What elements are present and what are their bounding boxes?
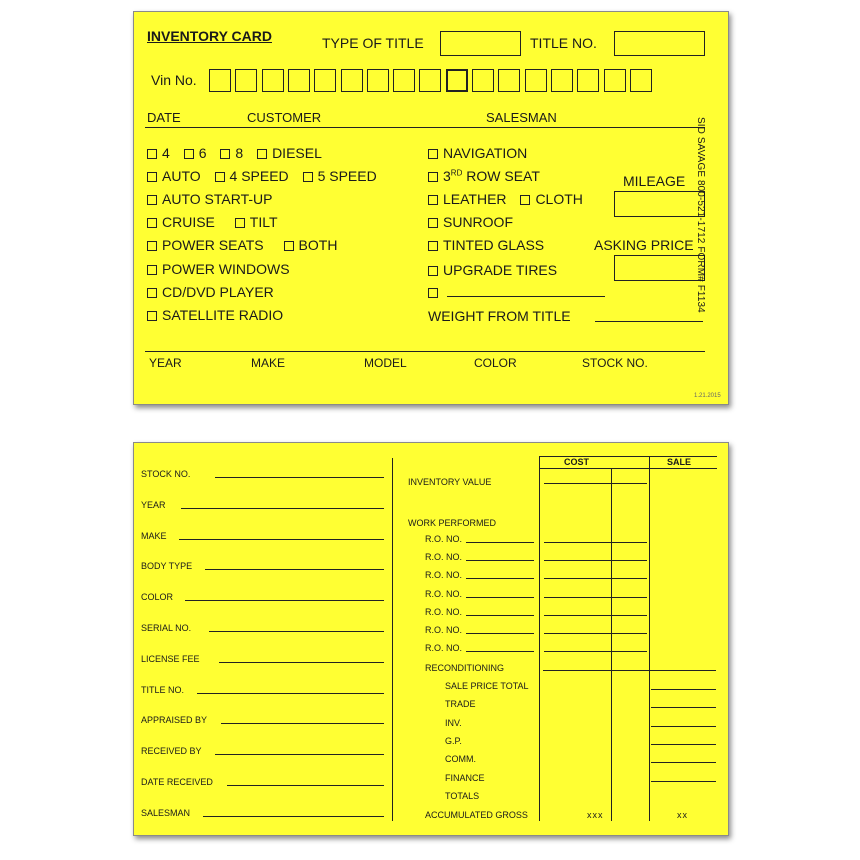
vin-character-box[interactable]	[498, 69, 520, 92]
sale-value-line[interactable]	[651, 781, 716, 782]
customer-label: CUSTOMER	[247, 110, 322, 125]
sale-summary-label: FINANCE	[445, 772, 485, 783]
vendor-side-text: SID SAVAGE 800-521-1712 FORM# F1134	[695, 117, 706, 313]
ro-number-label: R.O. NO.	[425, 588, 463, 599]
ro-number-label: R.O. NO.	[425, 570, 463, 581]
date-label: DATE	[147, 110, 181, 125]
checkbox[interactable]	[428, 288, 438, 298]
ro-number-line[interactable]	[466, 615, 534, 616]
checkbox[interactable]	[147, 172, 157, 182]
ro-number-label: R.O. NO.	[425, 552, 463, 563]
sale-value-line[interactable]	[651, 744, 716, 745]
ro-number-label: R.O. NO.	[425, 534, 463, 544]
sale-value-line[interactable]	[651, 707, 716, 708]
header-rule	[145, 127, 705, 128]
ro-number-line[interactable]	[466, 651, 534, 652]
ro-number-line[interactable]	[466, 633, 534, 634]
option-cruise[interactable]: CRUISE	[147, 214, 215, 230]
option-power-seats[interactable]: POWER SEATS	[147, 237, 264, 253]
ro-cost-line[interactable]	[544, 597, 647, 598]
ro-cost-line[interactable]	[544, 633, 647, 634]
cost-cents-divider	[611, 468, 612, 821]
color-label: COLOR	[474, 356, 517, 370]
checkbox[interactable]	[428, 149, 438, 159]
checkbox[interactable]	[428, 241, 438, 251]
checkbox[interactable]	[147, 149, 157, 159]
column-divider	[392, 458, 393, 821]
vehicle-field-line[interactable]	[215, 477, 384, 478]
vin-character-box[interactable]	[341, 69, 363, 92]
sale-value-line[interactable]	[651, 726, 716, 727]
sale-header: SALE	[667, 457, 692, 467]
mileage-field[interactable]	[614, 191, 705, 217]
vehicle-field-line[interactable]	[215, 754, 384, 755]
weight-line[interactable]	[595, 321, 703, 322]
vin-character-box[interactable]	[551, 69, 573, 92]
sale-value-line[interactable]	[651, 762, 716, 763]
checkbox[interactable]	[428, 218, 438, 228]
footer-rule	[145, 351, 705, 352]
sale-xx-mark: xx	[677, 810, 688, 820]
cost-xxx-mark: xxx	[587, 810, 604, 820]
engine-options-row	[147, 145, 322, 161]
vin-label: Vin No.	[151, 72, 197, 88]
accumulated-gross-label: ACCUMULATED GROSS	[425, 810, 528, 820]
option-leather[interactable]: LEATHER	[428, 191, 507, 207]
option-6-cylinder[interactable]: 6	[184, 145, 207, 161]
leather-cloth-row	[428, 191, 583, 207]
vin-character-box[interactable]	[235, 69, 257, 92]
type-of-title-field[interactable]	[440, 31, 521, 56]
vehicle-field-label: LICENSE FEE	[141, 653, 200, 664]
vehicle-field-line[interactable]	[219, 662, 384, 663]
vehicle-field-line[interactable]	[181, 508, 384, 509]
sale-summary-label: INV.	[445, 717, 462, 728]
ro-cost-line[interactable]	[544, 615, 647, 616]
ro-number-line[interactable]	[466, 560, 534, 561]
vehicle-field-line[interactable]	[205, 569, 384, 570]
vin-character-box[interactable]	[446, 69, 468, 92]
option-diesel[interactable]: DIESEL	[257, 145, 322, 161]
form-date-code: 1.21.2015	[694, 393, 721, 399]
option-blank[interactable]	[428, 284, 443, 300]
vehicle-field-line[interactable]	[197, 693, 384, 694]
ro-cost-line[interactable]	[544, 560, 647, 561]
vehicle-field-label: BODY TYPE	[141, 561, 193, 572]
inventory-value-cost-line[interactable]	[544, 483, 647, 484]
option-navigation[interactable]: NAVIGATION	[428, 145, 527, 161]
option-cd-dvd-player[interactable]: CD/DVD PLAYER	[147, 284, 274, 300]
work-performed-label: WORK PERFORMED	[408, 518, 497, 528]
card-title: INVENTORY CARD	[147, 28, 272, 44]
checkbox[interactable]	[257, 149, 267, 159]
ro-number-label: R.O. NO.	[425, 643, 463, 654]
type-of-title-label: TYPE OF TITLE	[322, 35, 424, 51]
vin-character-box[interactable]	[288, 69, 310, 92]
option-4-speed[interactable]: 4 SPEED	[215, 168, 289, 184]
vin-character-box[interactable]	[367, 69, 389, 92]
salesman-label: SALESMAN	[486, 110, 557, 125]
ro-number-line[interactable]	[466, 597, 534, 598]
option-tinted-glass[interactable]: TINTED GLASS	[428, 237, 544, 253]
inventory-card-back	[133, 442, 729, 836]
sale-summary-label: TRADE	[445, 699, 476, 710]
asking-price-field[interactable]	[614, 255, 705, 281]
checkbox[interactable]	[147, 195, 157, 205]
vin-character-box[interactable]	[314, 69, 336, 92]
checkbox[interactable]	[284, 241, 294, 251]
option-sunroof[interactable]: SUNROOF	[428, 214, 513, 230]
checkbox[interactable]	[147, 311, 157, 321]
checkbox[interactable]	[428, 195, 438, 205]
reconditioning-line[interactable]	[543, 670, 716, 671]
vehicle-field-label: APPRAISED BY	[141, 715, 208, 726]
transmission-options-row	[147, 168, 377, 184]
vin-character-box[interactable]	[525, 69, 547, 92]
vehicle-field-line[interactable]	[221, 723, 384, 724]
checkbox[interactable]	[215, 172, 225, 182]
vin-character-box[interactable]	[630, 69, 652, 92]
ro-number-line[interactable]	[466, 542, 534, 543]
option-8-cylinder[interactable]: 8	[220, 145, 243, 161]
reconditioning-label: RECONDITIONING	[425, 663, 505, 673]
checkbox[interactable]	[235, 218, 245, 228]
checkbox[interactable]	[147, 218, 157, 228]
mileage-label: MILEAGE	[623, 173, 686, 189]
table-header-rule	[539, 468, 717, 469]
vehicle-field-line[interactable]	[227, 785, 384, 786]
checkbox[interactable]	[147, 265, 157, 275]
asking-price-label: ASKING PRICE	[594, 237, 694, 253]
checkbox[interactable]	[520, 195, 530, 205]
option-satellite-radio[interactable]: SATELLITE RADIO	[147, 307, 283, 323]
checkbox[interactable]	[147, 288, 157, 298]
sale-summary-label: TOTALS	[445, 790, 480, 801]
cost-sale-divider	[649, 456, 650, 821]
vin-character-box[interactable]	[419, 69, 441, 92]
checkbox[interactable]	[428, 172, 438, 182]
option-auto[interactable]: AUTO	[147, 168, 201, 184]
blank-option-line[interactable]	[447, 296, 605, 297]
option-cloth[interactable]: CLOTH	[520, 191, 582, 207]
vehicle-field-label: TITLE NO.	[141, 684, 185, 695]
vin-character-box[interactable]	[472, 69, 494, 92]
checkbox[interactable]	[147, 241, 157, 251]
cruise-tilt-row	[147, 214, 278, 230]
vehicle-field-label: COLOR	[141, 592, 174, 603]
sale-summary-label: G.P.	[445, 735, 462, 746]
ro-number-label: R.O. NO.	[425, 625, 463, 635]
checkbox[interactable]	[184, 149, 194, 159]
sale-value-line[interactable]	[651, 689, 716, 690]
ro-cost-line[interactable]	[544, 651, 647, 652]
sale-summary-label: SALE PRICE TOTAL	[445, 681, 529, 691]
vehicle-field-label: DATE RECEIVED	[141, 777, 213, 787]
option-both[interactable]: BOTH	[284, 237, 338, 253]
ro-number-label: R.O. NO.	[425, 606, 463, 617]
vehicle-field-line[interactable]	[185, 600, 384, 601]
option-5-speed[interactable]: 5 SPEED	[303, 168, 377, 184]
vin-character-box[interactable]	[393, 69, 415, 92]
vin-character-box[interactable]	[577, 69, 599, 92]
cost-left-border	[539, 456, 540, 821]
vehicle-field-label: MAKE	[141, 530, 167, 541]
model-label: MODEL	[364, 356, 407, 370]
make-label: MAKE	[251, 356, 286, 370]
year-label: YEAR	[149, 356, 182, 370]
stock-no-label: STOCK NO.	[582, 356, 648, 370]
vehicle-field-label: RECEIVED BY	[141, 746, 202, 757]
option-power-windows[interactable]: POWER WINDOWS	[147, 261, 290, 277]
inventory-card-front	[133, 11, 729, 405]
checkbox[interactable]	[220, 149, 230, 159]
ro-number-line[interactable]	[466, 578, 534, 579]
sale-summary-label: COMM.	[445, 754, 476, 765]
vin-character-box[interactable]	[604, 69, 626, 92]
option-upgrade-tires[interactable]: UPGRADE TIRES	[428, 262, 557, 278]
vin-character-box[interactable]	[262, 69, 284, 92]
checkbox[interactable]	[303, 172, 313, 182]
vehicle-field-line[interactable]	[203, 816, 384, 817]
vehicle-field-label: STOCK NO.	[141, 469, 191, 479]
cost-header: COST	[564, 457, 590, 467]
title-no-label: TITLE NO.	[530, 35, 597, 51]
vehicle-field-label: SALESMAN	[141, 807, 191, 818]
option-3rd-row-seat[interactable]: 3RD ROW SEAT	[428, 168, 540, 184]
inventory-value-label: INVENTORY VALUE	[408, 477, 492, 487]
option-auto-start-up[interactable]: AUTO START-UP	[147, 191, 272, 207]
ro-cost-line[interactable]	[544, 542, 647, 543]
weight-label: WEIGHT FROM TITLE	[428, 308, 571, 324]
option-tilt[interactable]: TILT	[235, 214, 278, 230]
vehicle-field-line[interactable]	[179, 539, 384, 540]
title-no-field[interactable]	[614, 31, 705, 56]
vin-character-box[interactable]	[209, 69, 231, 92]
checkbox[interactable]	[428, 266, 438, 276]
power-seats-row	[147, 237, 337, 253]
vehicle-field-label: YEAR	[141, 499, 166, 510]
option-4-cylinder[interactable]: 4	[147, 145, 170, 161]
ro-cost-line[interactable]	[544, 578, 647, 579]
vehicle-field-line[interactable]	[209, 631, 384, 632]
vehicle-field-label: SERIAL NO.	[141, 623, 192, 633]
